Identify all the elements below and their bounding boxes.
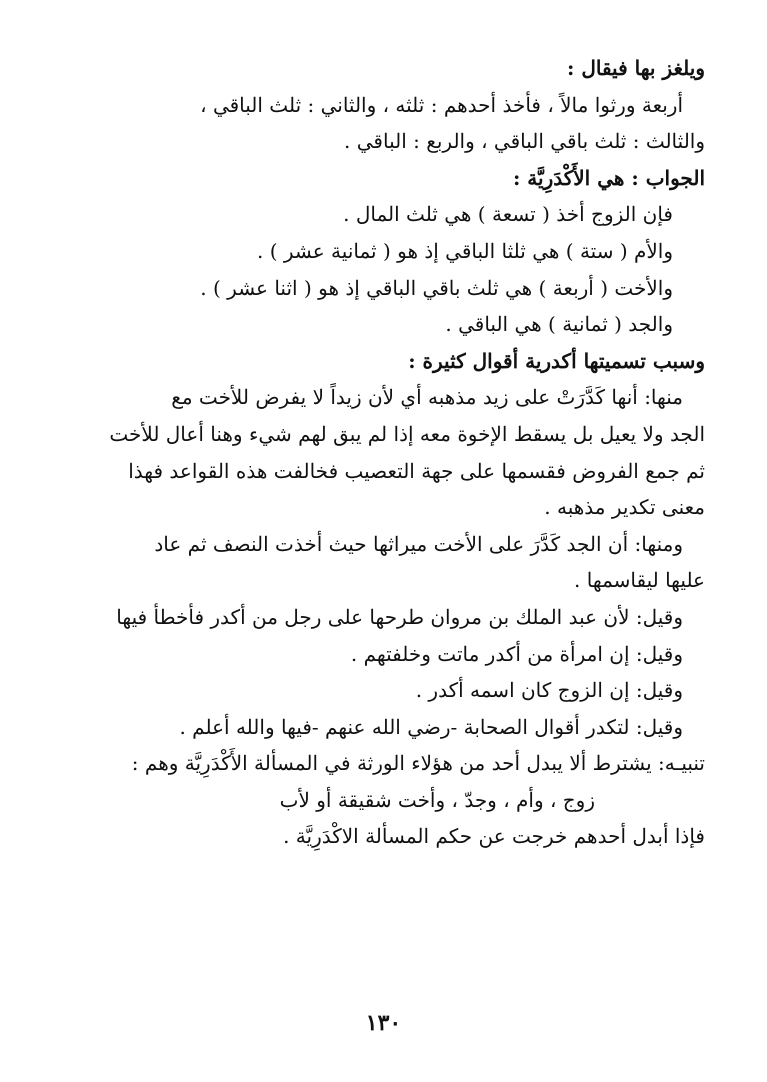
text-line-21: زوج ، وأم ، وجدّ ، وأخت شقيقة أو لأب	[279, 787, 595, 812]
text-line-13: معنى تكدير مذهبه .	[544, 495, 705, 520]
text-line-9: وسبب تسميتها أكدرية أقوال كثيرة :	[408, 348, 705, 373]
text-line-3: والثالث : ثلث باقي الباقي ، والربع : الباقي .	[344, 129, 705, 154]
text-line-6: والأم ( ستة ) هي ثلثا الباقي إذ هو ( ثمانية عشر ) .	[257, 238, 673, 263]
page-number: ١٣٠	[365, 1010, 402, 1036]
text-line-15: عليها ليقاسمها .	[574, 568, 705, 593]
text-line-4: الجواب : هي الأَكْدَرِيَّة :	[512, 165, 705, 190]
text-line-22: فإذا أبدل أحدهم خرجت عن حكم المسألة الاكْدَرِيَّة .	[283, 824, 705, 849]
text-line-7: والأخت ( أربعة ) هي ثلث باقي الباقي إذ هو ( اثنا عشر ) .	[200, 275, 673, 300]
text-line-10: منها: أنها كَدَّرَتْ على زيد مذهبه أي لأن زيداً لا يفرض للأخت مع	[171, 385, 683, 410]
text-line-2: أربعة ورثوا مالاً ، فأخذ أحدهم : ثلثه ، والثاني : ثلث الباقي ،	[200, 92, 683, 117]
text-line-11: الجد ولا يعيل بل يسقط الإخوة معه إذا لم يبق لهم شيء وهنا أعال للأخت	[109, 421, 705, 446]
text-line-20: تنبيـه: يشترط ألا يبدل أحد من هؤلاء الورثة في المسألة الأَكْدَرِيَّة وهم :	[131, 751, 705, 776]
text-line-19: وقيل: لتكدر أقوال الصحابة -رضي الله عنهم -فيها والله أعلم .	[179, 714, 683, 739]
page-body	[95, 50, 705, 855]
text-line-17: وقيل: إن امرأة من أكدر ماتت وخلفتهم .	[350, 641, 683, 666]
text-line-14: ومنها: أن الجد كَدَّرَ على الأخت ميراثها حيث أخذت النصف ثم عاد	[154, 531, 683, 556]
text-line-18: وقيل: إن الزوج كان اسمه أكدر .	[415, 678, 683, 703]
text-line-1: ويلغز بها فيقال :	[566, 56, 705, 80]
text-line-5: فإن الزوج أخذ ( تسعة ) هي ثلث المال .	[343, 202, 673, 227]
text-line-16: وقيل: لأن عبد الملك بن مروان طرحها على رجل من أكدر فأخطأ فيها	[116, 604, 683, 629]
text-line-8: والجد ( ثمانية ) هي الباقي .	[445, 312, 673, 337]
text-line-12: ثم جمع الفروض فقسمها على جهة التعصيب فخالفت هذه القواعد فهذا	[128, 458, 705, 483]
